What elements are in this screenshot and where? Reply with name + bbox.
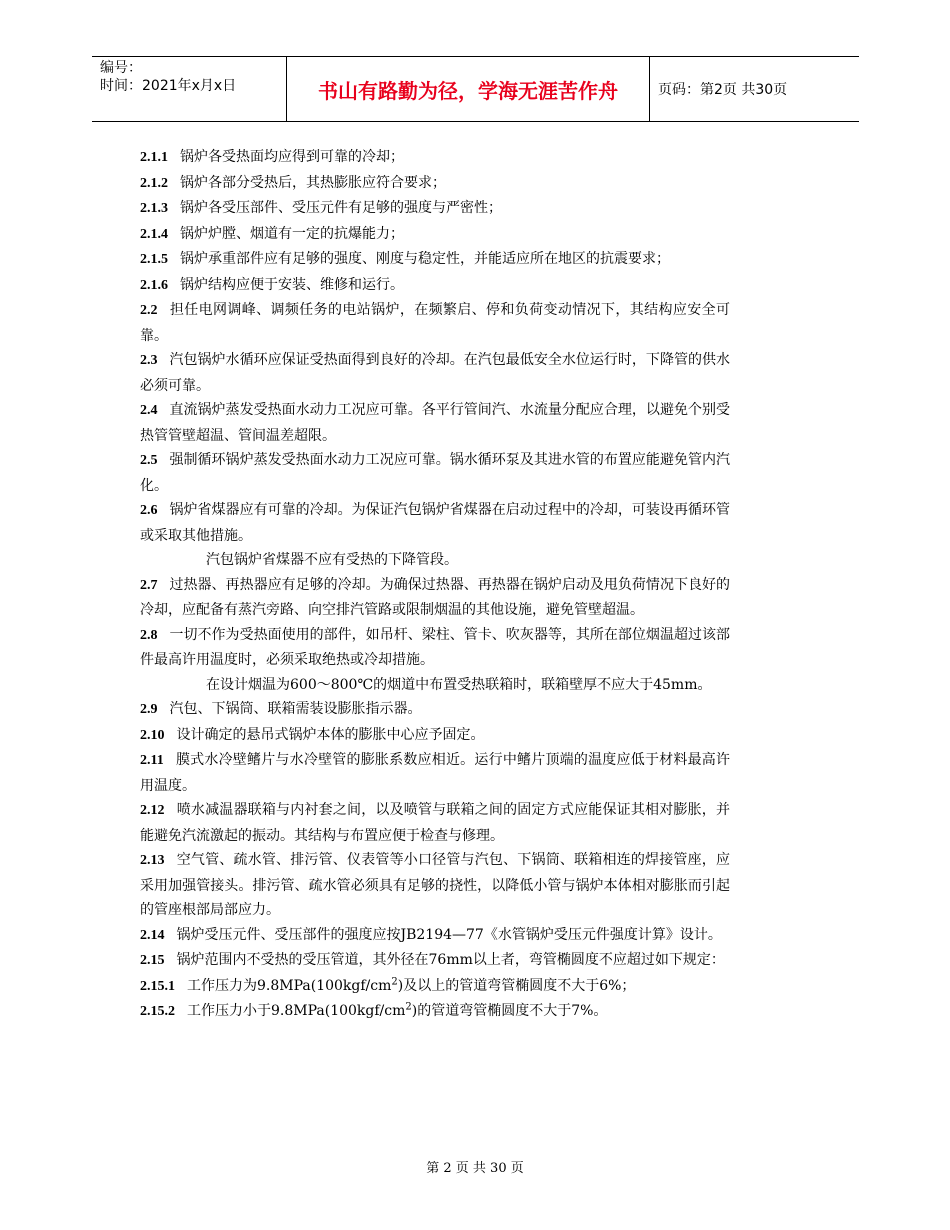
clause-number: 2.1.2 [140, 175, 168, 191]
clause-number: 2.7 [140, 577, 158, 593]
clause-text: 直流锅炉蒸发受热面水动力工况应可靠。各平行管间汽、水流量分配应合理，以避免个别受热管管壁超温、管间温差超限。 [140, 402, 730, 444]
document-body [140, 145, 730, 1025]
paragraph [140, 196, 730, 222]
clause-text: 锅炉各部分受热后，其热膨胀应符合要求； [180, 174, 446, 191]
paragraph [140, 273, 730, 299]
clause-number: 2.15.1 [140, 978, 175, 994]
clause-number: 2.1.5 [140, 252, 168, 267]
clause-text: 空气管、疏水管、排污管、仪表管等小口径管与汽包、下锅筒、联箱相连的焊接管座，应采用加强管接头。排污管、疏水管必须具有足够的挠性，以降低小管与锅炉本体相对膨胀而引起的管座根部局部应力。 [140, 852, 730, 918]
paragraph [140, 948, 730, 974]
paragraph [140, 171, 730, 197]
header-motto: 书山有路勤为径，学海无涯苦作舟 [286, 57, 650, 121]
header-page-info: 页码：第2页 共30页 [658, 82, 788, 98]
clause-number: 2.9 [140, 702, 158, 717]
paragraph [140, 723, 730, 749]
page-header [92, 56, 859, 122]
clause-text-post: )及以上的管道弯管椭圆度不大于6%； [397, 977, 636, 994]
clause-text: 锅炉范围内不受热的受压管道，其外径在76mm以上者，弯管椭圆度不应超过如下规定： [176, 952, 725, 968]
clause-number: 2.8 [140, 627, 158, 643]
clause-number: 2.14 [140, 927, 165, 943]
clause-text: 强制循环锅炉蒸发受热面水动力工况应可靠。锅水循环泵及其进水管的布置应能避免管内汽化。 [140, 452, 730, 494]
paragraph [140, 697, 730, 723]
clause-text: 在设计烟温为600～800℃的烟道中布置受热联箱时，联箱壁厚不应大于45mm。 [206, 676, 712, 693]
clause-text-pre: 工作压力小于9.8MPa(100kgf/cm [187, 1003, 406, 1019]
paragraph [140, 448, 730, 498]
paragraph [140, 748, 730, 798]
sup-line [140, 974, 730, 1000]
clause-text: 汽包锅炉省煤器不应有受热的下降管段。 [206, 552, 458, 568]
clause-text: 锅炉受压元件、受压部件的强度应按JB2194—77《水管锅炉受压元件强度计算》设计。 [176, 926, 722, 943]
clause-number: 2.1.6 [140, 277, 168, 293]
clause-text: 锅炉承重部件应有足够的强度、刚度与稳定性，并能适应所在地区的抗震要求； [180, 251, 670, 267]
document-time-label: 时间：2021年x月x日 [100, 78, 237, 94]
clause-text-post: )的管道弯管椭圆度不大于7%。 [411, 1003, 608, 1019]
clause-text: 汽包锅炉水循环应保证受热面得到良好的冷却。在汽包最低安全水位运行时，下降管的供水必须可靠。 [140, 352, 730, 394]
clause-text: 喷水减温器联箱与内衬套之间，以及喷管与联箱之间的固定方式应能保证其相对膨胀，并能避免汽流激起的振动。其结构与布置应便于检查与修理。 [140, 802, 730, 844]
paragraph [140, 848, 730, 923]
paragraph [140, 798, 730, 848]
clause-text: 锅炉结构应便于安装、维修和运行。 [180, 276, 404, 293]
clause-text: 设计确定的悬吊式锅炉本体的膨胀中心应予固定。 [176, 726, 485, 743]
page-footer: 第 2 页 共 30 页 [426, 1161, 524, 1176]
clause-number: 2.10 [140, 727, 165, 743]
clause-text: 汽包、下锅筒、联箱需装设膨胀指示器。 [169, 701, 422, 717]
clause-text-pre: 工作压力为9.8MPa(100kgf/cm [187, 977, 392, 994]
clause-number: 2.1.4 [140, 226, 168, 242]
paragraph [140, 222, 730, 248]
paragraph [140, 923, 730, 949]
paragraph [140, 145, 730, 171]
paragraph [140, 548, 730, 573]
sup-line [140, 999, 730, 1025]
clause-number: 2.1.3 [140, 201, 168, 216]
clause-text: 锅炉炉膛、烟道有一定的抗爆能力； [180, 225, 404, 242]
clause-text: 锅炉各受压部件、受压元件有足够的强度与严密性； [180, 200, 502, 216]
clause-text: 锅炉各受热面均应得到可靠的冷却； [180, 149, 404, 165]
paragraph [140, 573, 730, 623]
clause-number: 2.15.2 [140, 1004, 175, 1019]
clause-number: 2.12 [140, 803, 165, 818]
paragraph [140, 398, 730, 448]
clause-number: 2.15 [140, 953, 165, 968]
paragraph [140, 623, 730, 673]
paragraph [140, 673, 730, 698]
clause-text: 过热器、再热器应有足够的冷却。为确保过热器、再热器在锅炉启动及甩负荷情况下良好的冷却，应配备有蒸汽旁路、向空排汽管路或限制烟温的其他设施，避免管壁超温。 [140, 576, 730, 618]
clause-number: 2.6 [140, 503, 158, 518]
clause-number: 2.3 [140, 353, 158, 368]
clause-text: 锅炉省煤器应有可靠的冷却。为保证汽包锅炉省煤器在启动过程中的冷却，可装设再循环管或采取其他措施。 [140, 502, 730, 544]
paragraph [140, 247, 730, 273]
clause-number: 2.13 [140, 853, 165, 868]
superscript: 2 [391, 975, 398, 987]
clause-number: 2.1.1 [140, 150, 168, 165]
clause-number: 2.11 [140, 753, 164, 768]
clause-text: 膜式水冷壁鳍片与水冷壁管的膨胀系数应相近。运行中鳍片顶端的温度应低于材料最高许用温度。 [140, 752, 730, 794]
clause-number: 2.2 [140, 303, 158, 318]
clause-text: 一切不作为受热面使用的部件，如吊杆、梁柱、管卡、吹灰器等，其所在部位烟温超过该部件最高许用温度时，必须采取绝热或冷却措施。 [140, 626, 730, 668]
clause-text: 担任电网调峰、调频任务的电站锅炉，在频繁启、停和负荷变动情况下，其结构应安全可靠。 [140, 302, 730, 344]
document-number-label: 编号： [100, 60, 142, 76]
clause-number: 2.5 [140, 453, 158, 468]
paragraph [140, 298, 730, 348]
paragraph [140, 348, 730, 398]
superscript: 2 [405, 1001, 412, 1013]
paragraph [140, 498, 730, 548]
clause-number: 2.4 [140, 403, 158, 418]
header-meta [92, 57, 286, 121]
